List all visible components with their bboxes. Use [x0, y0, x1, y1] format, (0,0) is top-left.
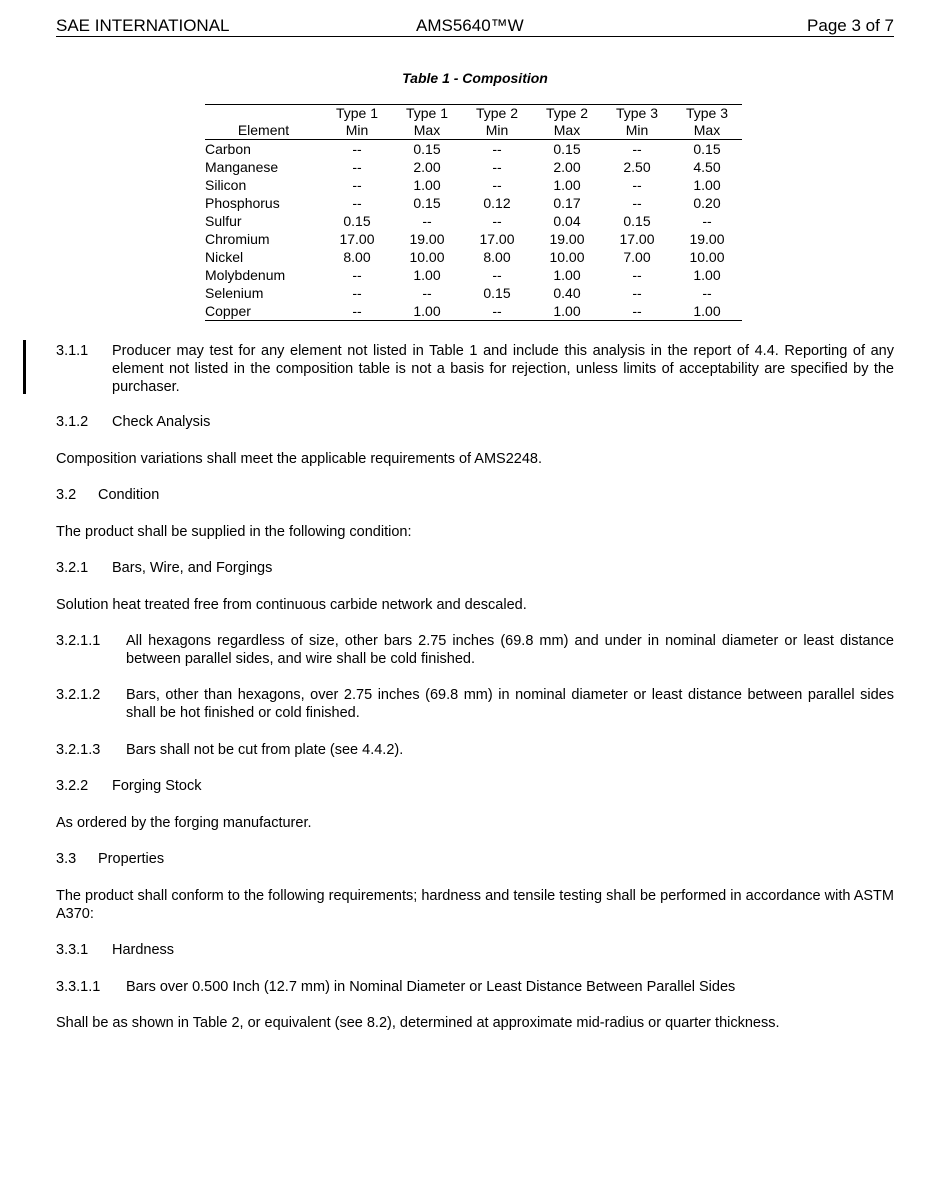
value-cell: 1.00: [693, 177, 721, 193]
paragraph: As ordered by the forging manufacturer.: [56, 815, 312, 831]
value-cell: --: [492, 159, 502, 175]
table-row: [205, 212, 742, 230]
value-cell: 0.15: [413, 195, 441, 211]
value-cell: --: [352, 195, 362, 211]
value-cell: --: [492, 267, 502, 283]
section-number: 3.3.1: [56, 942, 89, 958]
table-row: [205, 266, 742, 284]
value-cell: 17.00: [619, 231, 655, 247]
value-cell: --: [322, 302, 392, 321]
value-cell: 0.17: [553, 195, 581, 211]
value-cell: 10.00: [549, 249, 585, 265]
value-cell: 17.00: [479, 231, 515, 247]
section-title: Forging Stock: [112, 778, 202, 794]
value-cell: 1.00: [532, 302, 602, 321]
value-cell: --: [422, 213, 432, 229]
section-title: Check Analysis: [112, 414, 211, 430]
value-cell: 4.50: [693, 159, 721, 175]
value-cell: --: [352, 285, 362, 301]
paragraph-3-2-1-3: Bars shall not be cut from plate (see 4.4.2).: [126, 742, 404, 758]
table-row: [205, 194, 742, 212]
value-cell: --: [632, 177, 642, 193]
element-name-cell: Chromium: [205, 231, 270, 247]
paragraph: Solution heat treated free from continuous carbide network and descaled.: [56, 597, 527, 613]
element-name-cell: Sulfur: [205, 213, 242, 229]
section-title: Properties: [98, 851, 165, 867]
section-number: 3.3: [56, 851, 77, 867]
table-row: [205, 230, 742, 248]
value-cell: 8.00: [343, 249, 371, 265]
paragraph: The product shall be supplied in the following condition:: [56, 524, 412, 540]
paragraph: Composition variations shall meet the applicable requirements of AMS2248.: [56, 451, 543, 467]
table-header-row: [205, 105, 742, 140]
element-name-cell: Carbon: [205, 141, 251, 157]
paragraph: The product shall conform to the following requirements; hardness and tensile testing shall be performed in accordance with ASTM A370:: [56, 888, 894, 922]
element-name-cell: Selenium: [205, 285, 264, 301]
value-cell: --: [352, 267, 362, 283]
page-header: [56, 16, 894, 37]
header-cell: Type 3 Min: [602, 105, 672, 140]
value-cell: 2.00: [413, 159, 441, 175]
value-cell: 1.00: [553, 267, 581, 283]
value-cell: 0.12: [483, 195, 511, 211]
header-cell: Type 1 Min: [322, 105, 392, 140]
header-cell: Type 2 Min: [462, 105, 532, 140]
element-name-cell: Copper: [205, 302, 322, 321]
value-cell: 2.00: [553, 159, 581, 175]
value-cell: --: [492, 177, 502, 193]
section-number: 3.2.1.1: [56, 633, 101, 649]
value-cell: --: [422, 285, 432, 301]
value-cell: 0.15: [693, 141, 721, 157]
value-cell: 0.20: [693, 195, 721, 211]
value-cell: 1.00: [413, 267, 441, 283]
value-cell: 10.00: [689, 249, 725, 265]
section-number: 3.3.1.1: [56, 979, 101, 995]
section-number: 3.2.2: [56, 778, 89, 794]
value-cell: 7.00: [623, 249, 651, 265]
element-name-cell: Silicon: [205, 177, 247, 193]
value-cell: 1.00: [693, 267, 721, 283]
value-cell: --: [632, 195, 642, 211]
value-cell: --: [352, 141, 362, 157]
header-cell: Type 3 Max: [672, 105, 742, 140]
header-doc-number: AMS5640™W: [416, 16, 524, 35]
table-row: [205, 248, 742, 266]
value-cell: 1.00: [413, 177, 441, 193]
value-cell: --: [632, 285, 642, 301]
value-cell: 17.00: [339, 231, 375, 247]
table-row: [205, 284, 742, 302]
table-row: [205, 140, 742, 159]
value-cell: 0.04: [553, 213, 581, 229]
composition-table: [205, 104, 742, 321]
value-cell: 0.15: [623, 213, 651, 229]
section-number: 3.2: [56, 487, 77, 503]
value-cell: 19.00: [549, 231, 585, 247]
section-number: 3.2.1.3: [56, 742, 101, 758]
value-cell: 0.15: [413, 141, 441, 157]
value-cell: --: [492, 141, 502, 157]
value-cell: 1.00: [392, 302, 462, 321]
value-cell: --: [462, 302, 532, 321]
value-cell: --: [352, 159, 362, 175]
table-row: [205, 158, 742, 176]
value-cell: --: [602, 302, 672, 321]
element-name-cell: Manganese: [205, 159, 279, 175]
header-cell: Type 1 Max: [392, 105, 462, 140]
element-name-cell: Nickel: [205, 249, 244, 265]
element-name-cell: Phosphorus: [205, 195, 280, 211]
section-number: 3.2.1: [56, 560, 89, 576]
header-cell: Type 2 Max: [532, 105, 602, 140]
value-cell: 10.00: [409, 249, 445, 265]
value-cell: 0.15: [343, 213, 371, 229]
revision-change-bar: [23, 340, 26, 394]
section-title: Condition: [98, 487, 160, 503]
value-cell: 19.00: [409, 231, 445, 247]
element-name-cell: Molybdenum: [205, 267, 286, 283]
paragraph-3-2-1-2: Bars, other than hexagons, over 2.75 inches (69.8 mm) in nominal diameter or least distance between parallel sides shall be hot finished or cold finished.: [126, 687, 894, 721]
table-row: [205, 176, 742, 194]
value-cell: 2.50: [623, 159, 651, 175]
value-cell: --: [702, 285, 712, 301]
section-number: 3.2.1.2: [56, 687, 101, 703]
table-row: [205, 302, 742, 321]
section-title: Bars over 0.500 Inch (12.7 mm) in Nominal Diameter or Least Distance Between Parallel Sides: [126, 979, 736, 995]
value-cell: --: [632, 141, 642, 157]
table-caption: Table 1 - Composition: [402, 70, 548, 86]
header-cell: Element: [205, 105, 322, 140]
paragraph-3-2-1-1: All hexagons regardless of size, other bars 2.75 inches (69.8 mm) and under in nominal diameter or least distance between parallel sides, and wire shall be cold finished.: [126, 633, 894, 667]
section-number: 3.1.1: [56, 343, 89, 359]
value-cell: 19.00: [689, 231, 725, 247]
header-org: SAE INTERNATIONAL: [56, 16, 230, 35]
value-cell: --: [632, 267, 642, 283]
section-number: 3.1.2: [56, 414, 89, 430]
paragraph-3-1-1: Producer may test for any element not listed in Table 1 and include this analysis in the report of 4.4. Reporting of any element not listed in the composition table is not a basis for rejection, unless limits of acceptability are specified by the purchaser.: [112, 343, 894, 395]
value-cell: --: [492, 213, 502, 229]
value-cell: 8.00: [483, 249, 511, 265]
value-cell: 0.15: [483, 285, 511, 301]
value-cell: --: [702, 213, 712, 229]
paragraph: Shall be as shown in Table 2, or equivalent (see 8.2), determined at approximate mid-radius or quarter thickness.: [56, 1015, 780, 1031]
value-cell: 1.00: [672, 302, 742, 321]
section-title: Bars, Wire, and Forgings: [112, 560, 273, 576]
value-cell: 0.15: [553, 141, 581, 157]
value-cell: 1.00: [553, 177, 581, 193]
section-title: Hardness: [112, 942, 175, 958]
value-cell: --: [352, 177, 362, 193]
value-cell: 0.40: [553, 285, 581, 301]
header-page-number: Page 3 of 7: [807, 16, 894, 35]
